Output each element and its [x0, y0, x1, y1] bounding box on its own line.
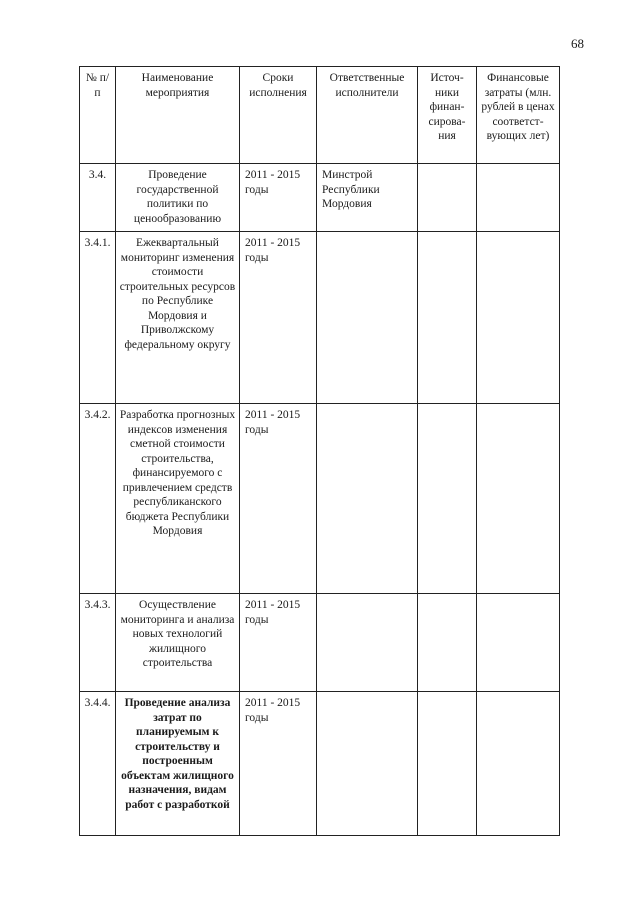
responsible-cell [317, 404, 418, 594]
period-cell: 2011 - 2015 годы [240, 232, 317, 404]
responsible-cell: Минстрой Республики Мордовия [317, 164, 418, 232]
costs-cell [477, 594, 560, 692]
period-cell: 2011 - 2015 годы [240, 594, 317, 692]
table-row [80, 164, 560, 232]
header-responsible: Ответственные исполнители [317, 67, 418, 164]
header-period: Сроки исполнения [240, 67, 317, 164]
funding-source-cell [418, 404, 477, 594]
header-funding-source: Источ-ники финан-сирова-ния [418, 67, 477, 164]
responsible-cell [317, 692, 418, 836]
row-number: 3.4.2. [80, 404, 116, 594]
measure-name: Проведение анализа затрат по планируемым к строительству и построенным объектам жилищного назначения, видам работ с разработкой [116, 692, 240, 836]
table-row [80, 692, 560, 836]
funding-source-cell [418, 232, 477, 404]
row-number: 3.4.3. [80, 594, 116, 692]
costs-cell [477, 692, 560, 836]
period-cell: 2011 - 2015 годы [240, 692, 317, 836]
measure-name: Осуществление мониторинга и анализа новых технологий жилищного строительства [116, 594, 240, 692]
funding-source-cell [418, 692, 477, 836]
header-name: Наименование мероприятия [116, 67, 240, 164]
costs-cell [477, 404, 560, 594]
period-cell: 2011 - 2015 годы [240, 404, 317, 594]
measure-name: Проведение государственной политики по ценообразованию [116, 164, 240, 232]
header-number: № п/п [80, 67, 116, 164]
row-number: 3.4.1. [80, 232, 116, 404]
table-row [80, 404, 560, 594]
period-cell: 2011 - 2015 годы [240, 164, 317, 232]
costs-cell [477, 164, 560, 232]
funding-source-cell [418, 164, 477, 232]
table-row [80, 232, 560, 404]
table-header-row [80, 67, 560, 164]
row-number: 3.4. [80, 164, 116, 232]
responsible-cell [317, 594, 418, 692]
measure-name: Ежеквартальный мониторинг изменения стоимости строительных ресурсов по Республике Мордовия и Приволжскому федеральному округу [116, 232, 240, 404]
measures-table [79, 66, 560, 836]
header-financial-costs: Финансовые затраты (млн. рублей в ценах соответст-вующих лет) [477, 67, 560, 164]
responsible-cell [317, 232, 418, 404]
costs-cell [477, 232, 560, 404]
table-row [80, 594, 560, 692]
measure-name: Разработка прогнозных индексов изменения сметной стоимости строительства, финансируемого с привлечением средств республиканского бюджета Республики Мордовия [116, 404, 240, 594]
page-number: 68 [571, 36, 584, 51]
funding-source-cell [418, 594, 477, 692]
row-number: 3.4.4. [80, 692, 116, 836]
